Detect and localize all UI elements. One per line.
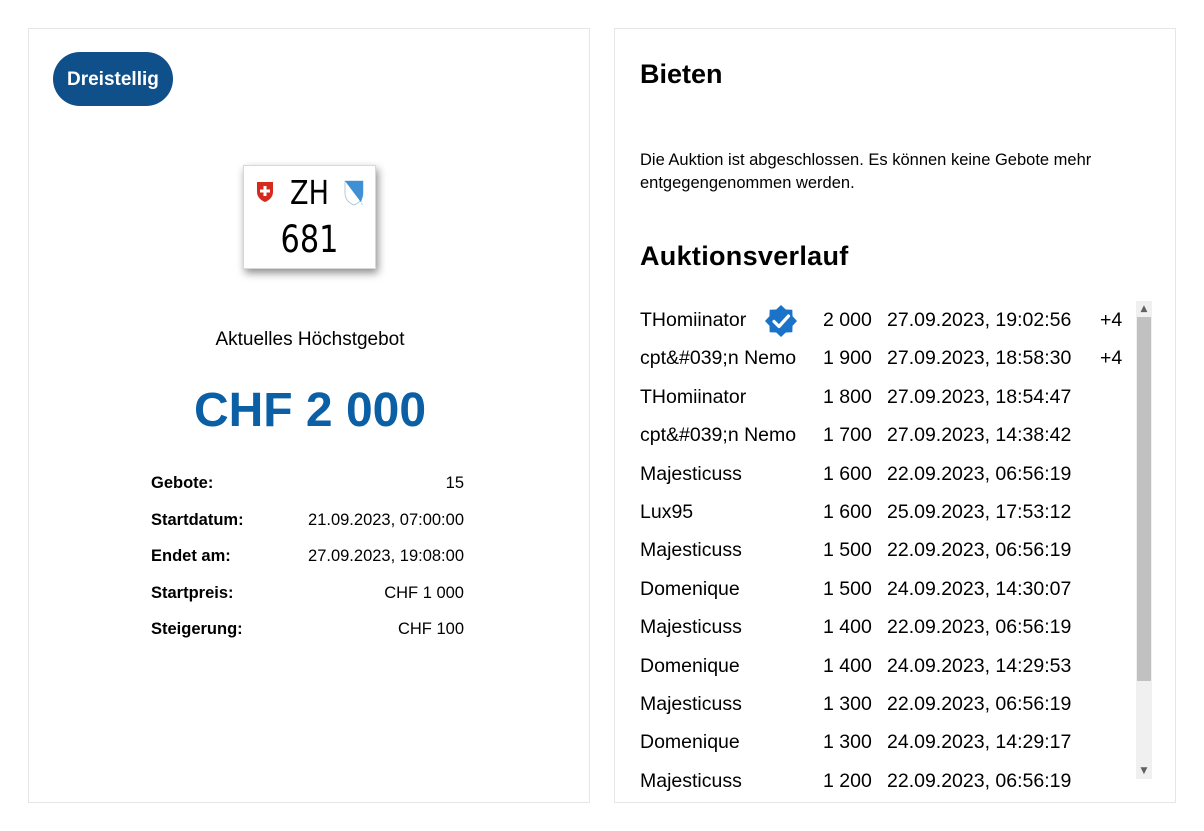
history-row <box>640 531 1160 569</box>
history-row <box>640 416 1160 454</box>
bidder-name: Domenique <box>640 654 740 677</box>
detail-row-start-price <box>151 584 464 621</box>
bid-amount: 2 000 <box>823 309 872 331</box>
bid-timestamp: 22.09.2023, 06:56:19 <box>887 769 1072 792</box>
bidding-title: Bieten <box>640 59 723 89</box>
bid-amount: 1 300 <box>823 692 872 715</box>
bid-increment: +4 <box>1100 347 1123 370</box>
bid-timestamp: 27.09.2023, 18:58:30 <box>887 347 1072 370</box>
bid-amount: 1 400 <box>823 654 872 677</box>
category-badge[interactable]: Dreistellig <box>53 52 173 106</box>
detail-label: Gebote: <box>151 474 214 492</box>
history-row <box>640 339 1160 377</box>
detail-label: Steigerung: <box>151 620 243 638</box>
bid-amount: 1 300 <box>823 731 872 754</box>
bid-amount: 1 400 <box>823 616 872 639</box>
bid-amount: 1 700 <box>823 424 872 447</box>
bidding-panel <box>614 28 1176 803</box>
bidder-name: Majesticuss <box>640 692 742 715</box>
history-row <box>640 301 1160 339</box>
highest-bid-label: Aktuelles Höchstgebot <box>215 329 405 350</box>
history-row <box>640 685 1160 723</box>
scroll-up-icon[interactable]: ▲ <box>1140 304 1148 314</box>
bidder-name: Domenique <box>640 731 740 754</box>
bid-timestamp: 22.09.2023, 06:56:19 <box>887 539 1072 562</box>
history-row <box>640 378 1160 416</box>
bid-increment: +4 <box>1100 309 1123 331</box>
bid-timestamp: 22.09.2023, 06:56:19 <box>887 616 1072 639</box>
detail-value: CHF 1 000 <box>384 583 464 602</box>
bid-timestamp: 22.09.2023, 06:56:19 <box>887 462 1072 485</box>
bid-amount: 1 500 <box>823 539 872 562</box>
history-row <box>640 608 1160 646</box>
bidder-name: Lux95 <box>640 500 694 523</box>
detail-row-start-date <box>151 511 464 548</box>
bidder-name: Domenique <box>640 577 740 600</box>
bidder-name: Majesticuss <box>640 769 742 792</box>
bid-timestamp: 27.09.2023, 18:54:47 <box>887 385 1072 408</box>
scroll-down-icon[interactable]: ▼ <box>1140 766 1148 776</box>
bidder-name: Majesticuss <box>640 462 742 485</box>
highest-bid-value: CHF 2 000 <box>193 384 427 437</box>
detail-value: 27.09.2023, 19:08:00 <box>308 547 464 565</box>
bid-timestamp: 25.09.2023, 17:53:12 <box>887 500 1072 523</box>
bidder-name: Majesticuss <box>640 616 742 639</box>
bid-timestamp: 27.09.2023, 19:02:56 <box>887 309 1072 331</box>
bidder-name: Majesticuss <box>640 539 742 562</box>
bid-amount: 1 800 <box>823 385 872 408</box>
bid-timestamp: 24.09.2023, 14:29:17 <box>887 731 1072 754</box>
bid-amount: 1 900 <box>823 347 872 370</box>
auction-item-panel <box>28 28 590 803</box>
verified-badge-icon <box>764 304 798 338</box>
license-plate <box>243 165 376 269</box>
detail-value: CHF 100 <box>397 620 464 638</box>
bid-amount: 1 200 <box>823 769 872 792</box>
zurich-shield-icon <box>344 180 364 206</box>
plate-canton: ZH <box>290 173 329 212</box>
bid-amount: 1 600 <box>823 500 872 523</box>
detail-row-bids <box>151 474 464 511</box>
detail-value: 21.09.2023, 07:00:00 <box>308 510 464 529</box>
bidder-name: cpt&#039;n Nemo <box>640 424 797 447</box>
detail-row-end-date <box>151 547 464 584</box>
detail-label: Endet am: <box>151 547 231 565</box>
history-row <box>640 570 1160 608</box>
bidder-name: THomiinator <box>640 309 747 331</box>
history-row <box>640 723 1160 761</box>
history-scrollbar[interactable] <box>1136 301 1152 779</box>
bidder-name: THomiinator <box>640 385 747 408</box>
detail-row-increment <box>151 620 464 657</box>
scrollbar-thumb[interactable] <box>1137 317 1151 681</box>
detail-label: Startpreis: <box>151 583 234 602</box>
bid-timestamp: 22.09.2023, 06:56:19 <box>887 692 1072 715</box>
history-row <box>640 455 1160 493</box>
bid-amount: 1 500 <box>823 577 872 600</box>
bid-history-list[interactable] <box>640 301 1160 792</box>
detail-label: Startdatum: <box>151 510 244 529</box>
detail-value: 15 <box>445 474 464 492</box>
history-row <box>640 762 1160 800</box>
history-title: Auktionsverlauf <box>640 241 849 271</box>
history-row <box>640 493 1160 531</box>
plate-number: 681 <box>280 218 339 261</box>
auction-closed-message: Die Auktion ist abgeschlossen. Es können keine Gebote mehr entgegengenommen werden. <box>640 151 1092 192</box>
bidder-name: cpt&#039;n Nemo <box>640 347 797 370</box>
bid-timestamp: 24.09.2023, 14:30:07 <box>887 577 1072 600</box>
bid-timestamp: 27.09.2023, 14:38:42 <box>887 424 1072 447</box>
bid-timestamp: 24.09.2023, 14:29:53 <box>887 654 1072 677</box>
history-row <box>640 647 1160 685</box>
auction-details <box>151 474 464 657</box>
bid-amount: 1 600 <box>823 462 872 485</box>
